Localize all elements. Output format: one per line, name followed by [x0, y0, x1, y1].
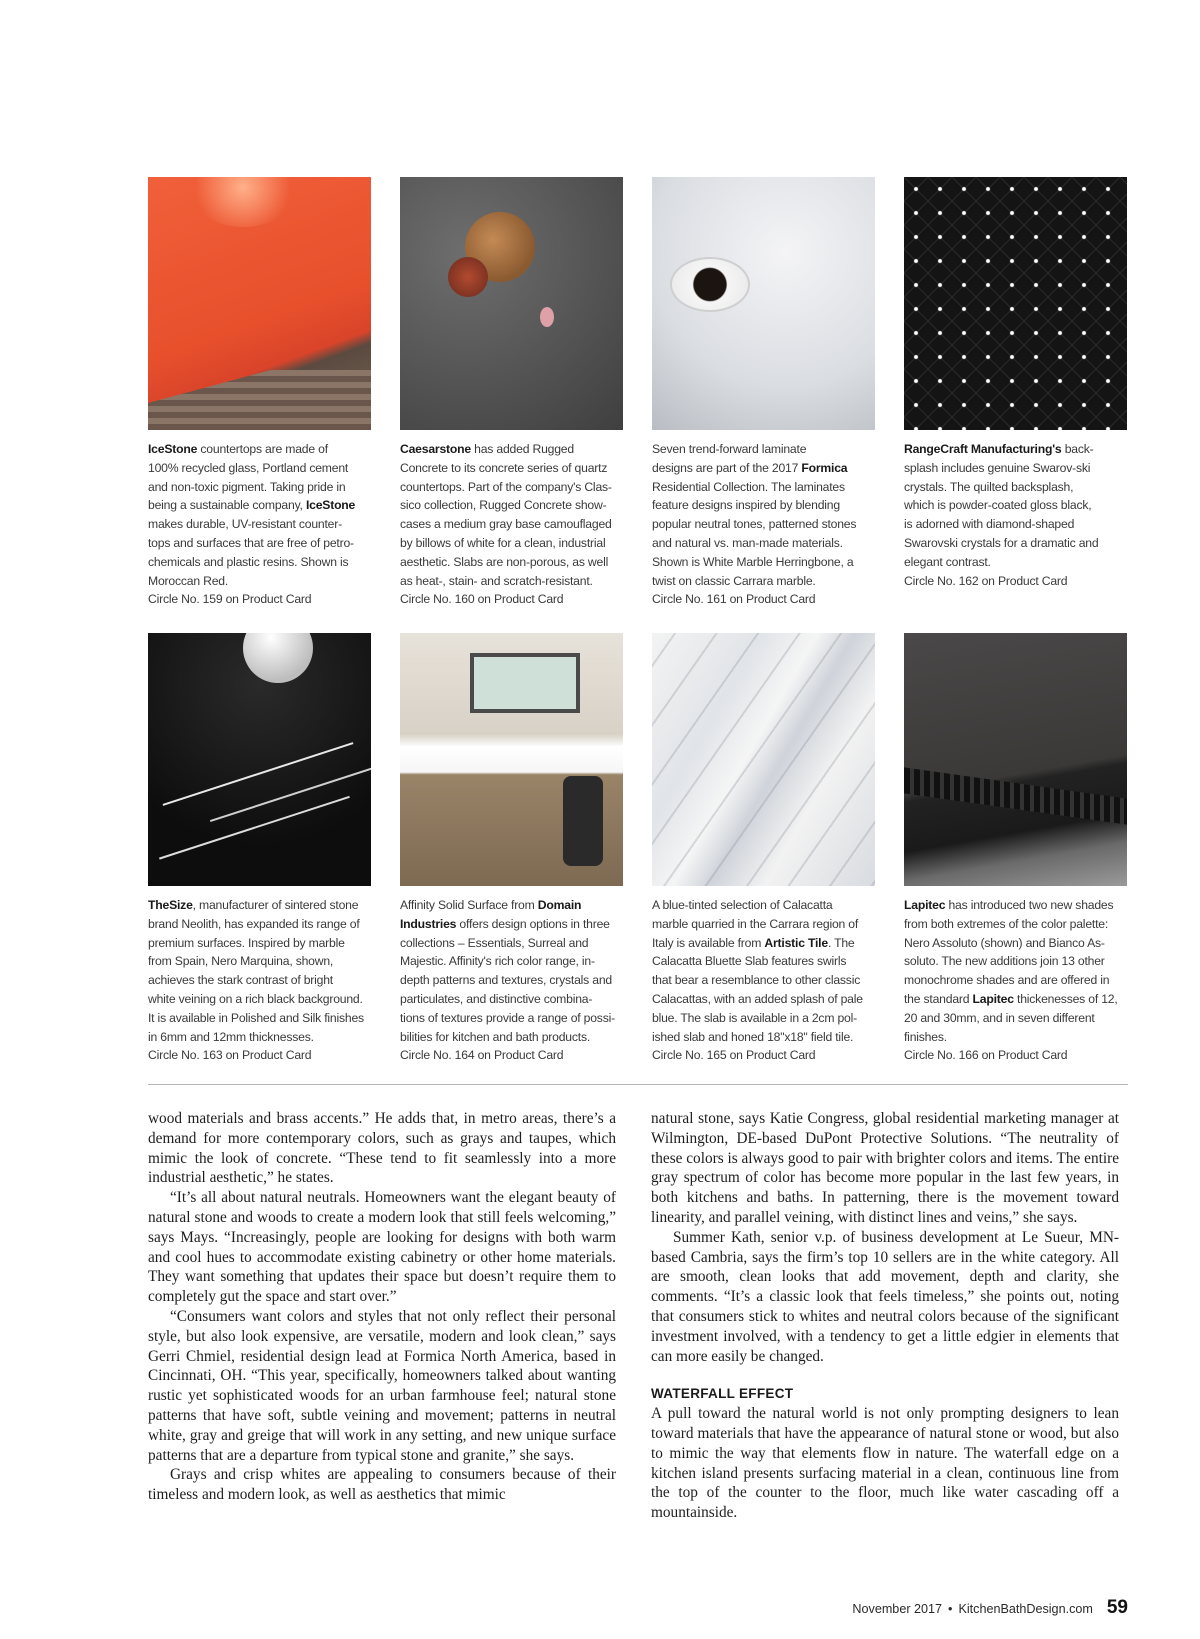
photo-thesize-nero-marquina — [148, 633, 371, 886]
caption-domain — [400, 896, 623, 1065]
brand-name: Artistic Tile — [764, 935, 828, 950]
brand-name: Caesarstone — [400, 442, 471, 456]
caption-line: designs are part of the 2017 Formica — [652, 460, 848, 475]
circle-number: Circle No. 162 on Product Card — [904, 573, 1068, 588]
caption-line: elegant contrast. — [904, 554, 991, 569]
caption-line: marble quarried in the Carrara region of — [652, 916, 859, 931]
caption-line: the standard Lapitec thickenesses of 12, — [904, 991, 1118, 1006]
product-row-top — [148, 177, 1128, 609]
caption-line: It is available in Polished and Silk finishes — [148, 1010, 364, 1025]
brand-name: IceStone — [148, 442, 198, 456]
caption-line: makes durable, UV-resistant counter- — [148, 517, 342, 532]
caption-line: Italy is available from Artistic Tile. The — [652, 935, 855, 950]
brand-name: RangeCraft Manufacturing's — [904, 442, 1062, 456]
caption-line: being a sustainable company, IceStone — [148, 498, 356, 513]
circle-number: Circle No. 160 on Product Card — [400, 592, 564, 607]
caption-line: from Spain, Nero Marquina, shown, — [148, 954, 334, 969]
footer-separator: • — [948, 1602, 953, 1616]
brand-name: Industries — [400, 916, 457, 931]
caption-line: Residential Collection. The laminates — [652, 479, 845, 494]
caption-line: TheSize, manufacturer of sintered stone — [148, 898, 359, 912]
caption-rangecraft — [904, 440, 1127, 590]
caption-line: by billows of white for a clean, industrial — [400, 535, 606, 550]
caption-line: ished slab and honed 18"x18" field tile. — [652, 1029, 854, 1044]
caption-line: premium surfaces. Inspired by marble — [148, 935, 345, 950]
caption-line: crystals. The quilted backsplash, — [904, 479, 1074, 494]
brand-name: Lapitec — [972, 991, 1014, 1006]
caption-line: which is powder-coated gloss black, — [904, 498, 1092, 513]
caption-thesize — [148, 896, 371, 1065]
caption-line: tions of textures provide a range of possi- — [400, 1010, 615, 1025]
caption-line: Calacatta Bluette Slab features swirls — [652, 954, 847, 969]
article-paragraph: wood materials and brass accents.” He adds that, in metro areas, there’s a demand for more contemporary colors, such as grays and taupes, which mimic the look of concrete. “These tend to fit seamlessly into a more industrial aesthetic,” he states. — [148, 1110, 616, 1187]
caption-line: sico collection, Rugged Concrete show- — [400, 498, 607, 513]
caption-line: white veining on a rich black background. — [148, 991, 363, 1006]
caption-line: as heat-, stain- and scratch-resistant. — [400, 573, 593, 588]
photo-rangecraft-backsplash — [904, 177, 1127, 430]
caption-line: RangeCraft Manufacturing's back- — [904, 442, 1094, 456]
circle-number: Circle No. 164 on Product Card — [400, 1048, 564, 1063]
caption-line: 100% recycled glass, Portland cement — [148, 460, 349, 475]
product-row-bottom — [148, 633, 1128, 1065]
product-card-icestone — [148, 177, 371, 609]
caption-line: blue. The slab is available in a 2cm pol- — [652, 1010, 857, 1025]
issue-date: November 2017 — [852, 1602, 943, 1616]
product-card-lapitec — [904, 633, 1127, 1065]
product-card-domain — [400, 633, 623, 1065]
caption-line: depth patterns and textures, crystals and — [400, 973, 612, 988]
caption-line: from both extremes of the color palette: — [904, 916, 1109, 931]
brand-name: Formica — [801, 460, 848, 475]
article-paragraph: “It’s all about natural neutrals. Homeowners want the elegant beauty of natural stone and woods to create a modern look that still feels welcoming,” says Mays. “Increasingly, people are looking for designs with both warm and cool hues to accommodate existing cabinetry or other home materials. They want something that updates their space but doesn’t require them to completely gut the space and start over.” — [148, 1189, 616, 1306]
caption-line: popular neutral tones, patterned stones — [652, 517, 857, 532]
caption-line: Majestic. Affinity's rich color range, in- — [400, 954, 595, 969]
product-card-formica — [652, 177, 875, 609]
product-card-caesarstone — [400, 177, 623, 609]
caption-line: Calacattas, with an added splash of pale — [652, 991, 863, 1006]
caption-line: Swarovski crystals for a dramatic and — [904, 535, 1099, 550]
caption-line: splash includes genuine Swarov-ski — [904, 460, 1091, 475]
photo-domain-kitchen — [400, 633, 623, 886]
caption-line: Nero Assoluto (shown) and Bianco As- — [904, 935, 1105, 950]
caption-line: achieves the stark contrast of bright — [148, 973, 333, 988]
caption-line: Concrete to its concrete series of quartz — [400, 460, 608, 475]
caption-line: collections – Essentials, Surreal and — [400, 935, 589, 950]
caption-line: finishes. — [904, 1029, 947, 1044]
caption-line: bilities for kitchen and bath products. — [400, 1029, 591, 1044]
caption-line: A blue-tinted selection of Calacatta — [652, 898, 833, 912]
caption-line: aesthetic. Slabs are non-porous, as well — [400, 554, 609, 569]
caption-line: Affinity Solid Surface from Domain — [400, 898, 582, 912]
caption-caesarstone — [400, 440, 623, 609]
product-card-rangecraft — [904, 177, 1127, 609]
caption-line: Moroccan Red. — [148, 573, 229, 588]
photo-caesarstone-concrete — [400, 177, 623, 430]
caption-line: 20 and 30mm, and in seven different — [904, 1010, 1095, 1025]
caption-line: chemicals and plastic resins. Shown is — [148, 554, 349, 569]
caption-line: monochrome shades and are offered in — [904, 973, 1110, 988]
product-card-artistic-tile — [652, 633, 875, 1065]
caption-line: Seven trend-forward laminate — [652, 442, 807, 456]
circle-number: Circle No. 165 on Product Card — [652, 1048, 816, 1063]
site-url: KitchenBathDesign.com — [958, 1602, 1093, 1616]
brand-name: Domain — [537, 898, 582, 912]
caption-line: that bear a resemblance to other classic — [652, 973, 861, 988]
photo-icestone-countertop — [148, 177, 371, 430]
caption-line: countertops. Part of the company's Clas- — [400, 479, 612, 494]
photo-artistic-tile-calacatta — [652, 633, 875, 886]
circle-number: Circle No. 166 on Product Card — [904, 1048, 1068, 1063]
caption-icestone — [148, 440, 371, 609]
article-paragraph: “Consumers want colors and styles that not only reflect their personal style, but also look expensive, are versatile, modern and look clean,” says Gerri Chmiel, residential design lead at Formica North America, based in Cincinnati, OH. “This year, specifically, homeowners talked about wanting rustic yet sophisticated woods for an urban farmhouse feel; natural stone patterns that have soft, subtle veining and movement; patterns in neutral white, gray and greige that will work in any setting, and new unique surface patterns that are a departure from typical stone and granite,” she says. — [148, 1307, 616, 1464]
brand-name: Lapitec — [904, 898, 946, 912]
product-card-thesize — [148, 633, 371, 1065]
caption-lapitec — [904, 896, 1127, 1065]
caption-line: particulates, and distinctive combina- — [400, 991, 593, 1006]
article-paragraph: Grays and crisp whites are appealing to consumers because of their timeless and modern look, as well as aesthetics that mimic — [148, 1466, 616, 1504]
article-paragraph: A pull toward the natural world is not only prompting designers to lean toward materials that have the appearance of natural stone or wood, but also to mimic the way that elements flow in nature. The waterfall edge on a kitchen island presents surfacing material in a clean, continuous line from the top of the counter to the floor, much like water cascading off a mountainside. — [651, 1405, 1119, 1522]
circle-number: Circle No. 161 on Product Card — [652, 592, 816, 607]
caption-line: Industries offers design options in three — [400, 916, 610, 931]
caption-line: tops and surfaces that are free of petro- — [148, 535, 354, 550]
photo-lapitec-nero-assoluto — [904, 633, 1127, 886]
page-footer — [852, 1597, 1128, 1619]
article-paragraph: natural stone, says Katie Congress, global residential marketing manager at Wilmington, DE-based DuPont Protective Solutions. “The neutrality of these colors is always good to pair with brighter colors and items. The entire gray spectrum of color has become more popular in the last few years, in both kitchens and baths. In patterning, there is the movement toward linearity, and parallel veining, with distinct lines and veins,” she says. — [651, 1110, 1119, 1226]
photo-formica-marble — [652, 177, 875, 430]
caption-line: is adorned with diamond-shaped — [904, 517, 1075, 532]
caption-line: twist on classic Carrara marble. — [652, 573, 816, 588]
circle-number: Circle No. 163 on Product Card — [148, 1048, 312, 1063]
caption-line: IceStone countertops are made of — [148, 442, 328, 456]
brand-name: TheSize — [148, 898, 193, 912]
circle-number: Circle No. 159 on Product Card — [148, 592, 312, 607]
caption-line: cases a medium gray base camouflaged — [400, 517, 612, 532]
caption-formica — [652, 440, 875, 609]
article-column-right — [651, 1109, 1119, 1523]
caption-line: Lapitec has introduced two new shades — [904, 898, 1114, 912]
caption-line: and natural vs. man-made materials. — [652, 535, 843, 550]
caption-line: feature designs inspired by blending — [652, 498, 840, 513]
caption-line: Shown is White Marble Herringbone, a — [652, 554, 854, 569]
caption-line: brand Neolith, has expanded its range of — [148, 916, 360, 931]
caption-line: soluto. The new additions join 13 other — [904, 954, 1105, 969]
caption-line: Caesarstone has added Rugged — [400, 442, 574, 456]
page-number: 59 — [1106, 1597, 1128, 1618]
section-subhead: WATERFALL EFFECT — [651, 1386, 794, 1402]
article-paragraph: Summer Kath, senior v.p. of business development at Le Sueur, MN-based Cambria, says the firm’s top 10 sellers are in the white category. All are smooth, clean looks that add movement, depth and clarity, she comments. “It’s a classic look that feels timeless,” she points out, noting that consumers stick to whites and neutral colors because of the significant investment involved, with a tendency to get a little edgier in elements that can more easily be changed. — [651, 1228, 1119, 1365]
caption-line: in 6mm and 12mm thicknesses. — [148, 1029, 314, 1044]
caption-line: and non-toxic pigment. Taking pride in — [148, 479, 346, 494]
caption-artistic-tile — [652, 896, 875, 1065]
section-divider — [148, 1084, 1128, 1085]
article-column-left — [148, 1109, 616, 1505]
brand-name: IceStone — [305, 498, 356, 513]
